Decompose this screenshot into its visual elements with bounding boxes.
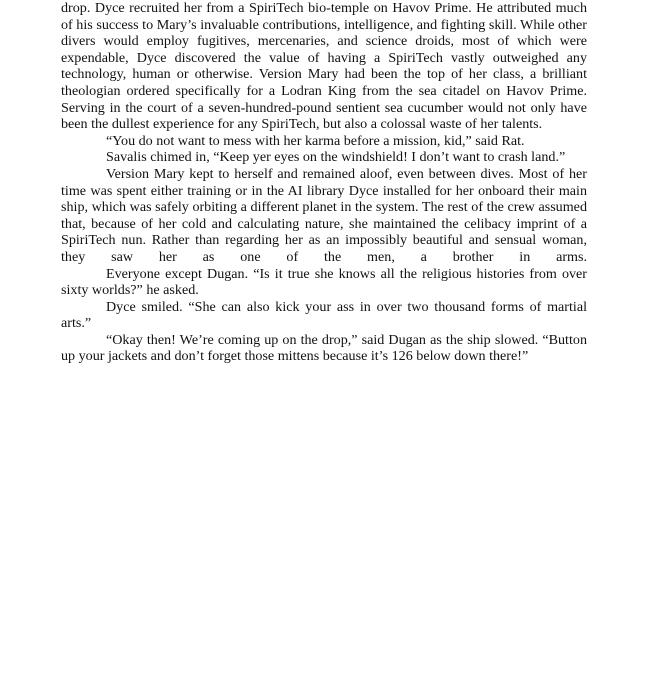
paragraph-dyce-smiled: Dyce smiled. “She can also kick your ass in over two thousand forms of martial arts.” xyxy=(61,298,587,332)
paragraph-version-mary-aloof: Version Mary kept to herself and remained aloof, even between dives. Most of her time was spent either training or in the AI library Dyce installed for her onboard their main ship, which was safely orbiting a different planet in the system. The rest of the crew assumed that, because of her cold and calculating nature, she maintained the celibacy imprint of a SpiriTech nun. Rather than regarding her as an impossibly beautiful and sensual woman, they saw her as one of the men, a brother in arms. xyxy=(61,165,587,265)
paragraph-savalis-windshield: Savalis chimed in, “Keep yer eyes on the windshield! I don’t want to crash land.” xyxy=(106,149,566,166)
paragraph-dugan-question: Everyone except Dugan. “Is it true she knows all the religious histories from over sixty worlds?” he asked. xyxy=(61,265,587,299)
paragraph-dyce-recruited-mary: drop. Dyce recruited her from a SpiriTech bio-temple on Havov Prime. He attributed much of his success to Mary’s invaluable contributions, intelligence, and fighting skill. While other divers would employ fugitives, mercenaries, and science droids, most of which were expendable, Dyce discovered the value of having a SpiriTech vastly outweighed any technology, human or otherwise. Version Mary had been the top of her class, a brilliant theologian ordered specifically for a Lodran King from the sea citadel on Havov Prime. Serving in the court of a seven-hundred-pound sentient sea cucumber would not only have been the dullest experience for any SpiriTech, but also a colossal waste of her talents. xyxy=(61,0,587,133)
document-page xyxy=(61,0,587,365)
paragraph-rat-karma: “You do not want to mess with her karma before a mission, kid,” said Rat. xyxy=(106,132,525,149)
paragraph-okay-then-drop: “Okay then! We’re coming up on the drop,” said Dugan as the ship slowed. “Button up your jackets and don’t forget those mittens because it’s 126 below down there!” xyxy=(61,331,587,365)
